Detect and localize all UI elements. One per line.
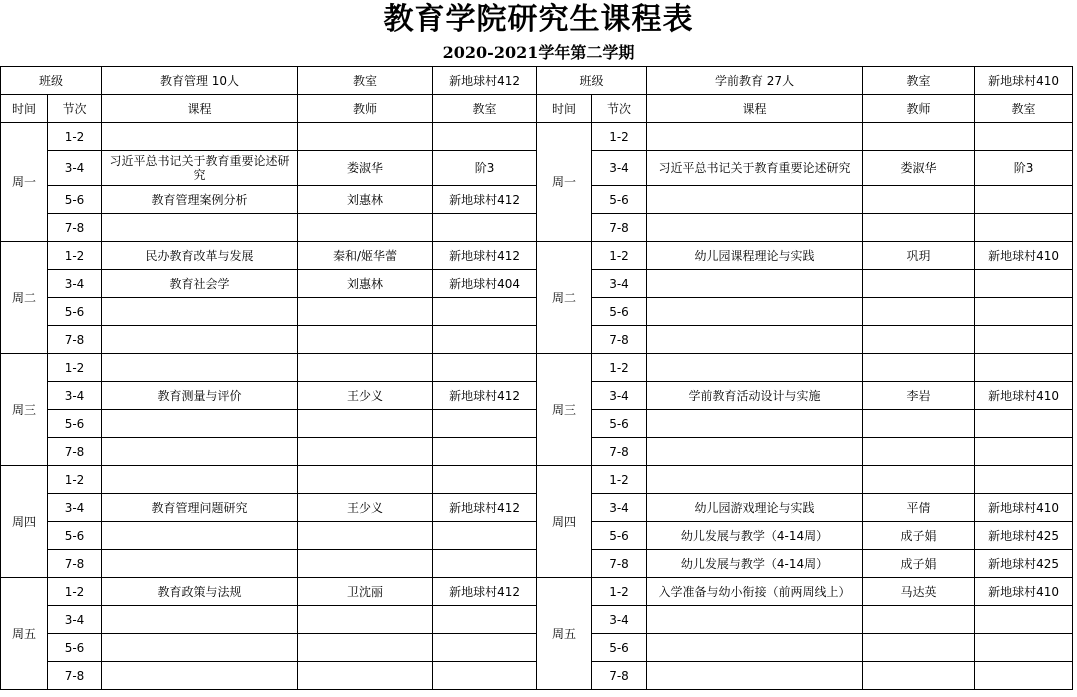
- right-teacher-cell: [863, 410, 975, 438]
- right-room-cell: [975, 298, 1073, 326]
- right-course-cell: [647, 186, 863, 214]
- right-room-cell: [975, 326, 1073, 354]
- right-course-cell: [647, 466, 863, 494]
- right-room-cell: 新地球村425: [975, 550, 1073, 578]
- left-room-cell: 新地球村404: [433, 270, 537, 298]
- right-teacher-cell: [863, 438, 975, 466]
- right-class-name: 学前教育 27人: [647, 67, 863, 95]
- day-label: 周一: [537, 123, 592, 242]
- period-cell: 7-8: [48, 662, 102, 690]
- period-cell: 5-6: [48, 634, 102, 662]
- course-schedule-table: [0, 66, 1073, 690]
- left-course-cell: [102, 410, 298, 438]
- schedule-row: [1, 242, 1073, 270]
- right-course-cell: [647, 438, 863, 466]
- day-label: 周五: [537, 578, 592, 690]
- period-cell: 7-8: [592, 550, 647, 578]
- right-course-cell: [647, 123, 863, 151]
- col-room: 教室: [975, 95, 1073, 123]
- right-course-cell: [647, 606, 863, 634]
- period-cell: 5-6: [48, 410, 102, 438]
- right-course-cell: [647, 662, 863, 690]
- right-teacher-cell: [863, 186, 975, 214]
- left-room-cell: 阶3: [433, 151, 537, 186]
- left-teacher-cell: [298, 550, 433, 578]
- col-course: 课程: [647, 95, 863, 123]
- right-teacher-cell: 成子娟: [863, 550, 975, 578]
- right-room-cell: [975, 606, 1073, 634]
- left-room-cell: 新地球村412: [433, 186, 537, 214]
- day-label: 周四: [537, 466, 592, 578]
- right-teacher-cell: [863, 466, 975, 494]
- right-teacher-cell: 马达英: [863, 578, 975, 606]
- left-teacher-cell: 刘惠林: [298, 270, 433, 298]
- col-time: 时间: [1, 95, 48, 123]
- right-teacher-cell: [863, 214, 975, 242]
- right-room-cell: [975, 438, 1073, 466]
- left-room-cell: 新地球村412: [433, 578, 537, 606]
- left-course-cell: 习近平总书记关于教育重要论述研究: [102, 151, 298, 186]
- left-course-cell: 教育管理案例分析: [102, 186, 298, 214]
- right-teacher-cell: 成子娟: [863, 522, 975, 550]
- right-course-cell: 学前教育活动设计与实施: [647, 382, 863, 410]
- right-room-cell: 新地球村410: [975, 382, 1073, 410]
- period-cell: 7-8: [592, 662, 647, 690]
- right-course-cell: 幼儿发展与教学（4-14周）: [647, 550, 863, 578]
- day-label: 周五: [1, 578, 48, 690]
- left-room-cell: 新地球村412: [433, 382, 537, 410]
- left-room-cell: [433, 466, 537, 494]
- left-room-cell: [433, 214, 537, 242]
- period-cell: 3-4: [48, 494, 102, 522]
- left-room-cell: [433, 410, 537, 438]
- right-teacher-cell: [863, 123, 975, 151]
- schedule-row: [1, 123, 1073, 151]
- schedule-row: [1, 354, 1073, 382]
- class-label: 班级: [1, 67, 102, 95]
- day-label: 周三: [1, 354, 48, 466]
- period-cell: 3-4: [592, 270, 647, 298]
- right-course-cell: 入学准备与幼小衔接（前两周线上）: [647, 578, 863, 606]
- period-cell: 1-2: [48, 466, 102, 494]
- left-teacher-cell: 卫沈丽: [298, 578, 433, 606]
- right-teacher-cell: 李岩: [863, 382, 975, 410]
- right-room-cell: 新地球村410: [975, 578, 1073, 606]
- period-cell: 3-4: [592, 382, 647, 410]
- day-label: 周二: [1, 242, 48, 354]
- left-teacher-cell: [298, 410, 433, 438]
- right-room-cell: [975, 634, 1073, 662]
- col-period: 节次: [48, 95, 102, 123]
- column-header-row: [1, 95, 1073, 123]
- right-course-cell: [647, 214, 863, 242]
- left-teacher-cell: [298, 522, 433, 550]
- right-course-cell: 幼儿发展与教学（4-14周）: [647, 522, 863, 550]
- period-cell: 7-8: [48, 438, 102, 466]
- right-class-room: 新地球村410: [975, 67, 1073, 95]
- col-time: 时间: [537, 95, 592, 123]
- left-course-cell: 教育测量与评价: [102, 382, 298, 410]
- left-room-cell: [433, 634, 537, 662]
- left-room-cell: 新地球村412: [433, 494, 537, 522]
- period-cell: 1-2: [48, 578, 102, 606]
- left-class-room: 新地球村412: [433, 67, 537, 95]
- period-cell: 7-8: [48, 214, 102, 242]
- right-course-cell: [647, 326, 863, 354]
- period-cell: 3-4: [592, 151, 647, 186]
- left-class-name: 教育管理 10人: [102, 67, 298, 95]
- left-teacher-cell: 王少义: [298, 494, 433, 522]
- period-cell: 1-2: [592, 123, 647, 151]
- period-cell: 5-6: [592, 522, 647, 550]
- right-teacher-cell: [863, 606, 975, 634]
- right-room-cell: [975, 214, 1073, 242]
- left-room-cell: 新地球村412: [433, 242, 537, 270]
- left-teacher-cell: [298, 606, 433, 634]
- schedule-title: 教育学院研究生课程表: [383, 2, 694, 37]
- schedule-row: [1, 466, 1073, 494]
- right-course-cell: [647, 298, 863, 326]
- left-course-cell: [102, 550, 298, 578]
- right-course-cell: [647, 634, 863, 662]
- left-teacher-cell: [298, 326, 433, 354]
- period-cell: 3-4: [592, 606, 647, 634]
- left-teacher-cell: [298, 466, 433, 494]
- right-teacher-cell: [863, 298, 975, 326]
- period-cell: 3-4: [48, 151, 102, 186]
- day-label: 周四: [1, 466, 48, 578]
- left-course-cell: [102, 298, 298, 326]
- day-label: 周一: [1, 123, 48, 242]
- left-room-cell: [433, 606, 537, 634]
- right-course-cell: [647, 410, 863, 438]
- right-room-cell: 新地球村410: [975, 494, 1073, 522]
- right-teacher-cell: [863, 662, 975, 690]
- period-cell: 5-6: [48, 186, 102, 214]
- right-room-cell: 阶3: [975, 151, 1073, 186]
- class-header-row: [1, 67, 1073, 95]
- left-teacher-cell: 王少义: [298, 382, 433, 410]
- period-cell: 1-2: [48, 123, 102, 151]
- day-label: 周三: [537, 354, 592, 466]
- right-course-cell: 幼儿园游戏理论与实践: [647, 494, 863, 522]
- right-room-cell: [975, 123, 1073, 151]
- period-cell: 3-4: [48, 270, 102, 298]
- period-cell: 5-6: [48, 298, 102, 326]
- left-course-cell: [102, 522, 298, 550]
- right-teacher-cell: [863, 270, 975, 298]
- period-cell: 1-2: [592, 242, 647, 270]
- period-cell: 5-6: [592, 410, 647, 438]
- right-room-cell: [975, 466, 1073, 494]
- left-room-cell: [433, 550, 537, 578]
- period-cell: 7-8: [592, 438, 647, 466]
- left-room-cell: [433, 354, 537, 382]
- period-cell: 5-6: [48, 522, 102, 550]
- right-course-cell: 幼儿园课程理论与实践: [647, 242, 863, 270]
- col-period: 节次: [592, 95, 647, 123]
- col-room: 教室: [433, 95, 537, 123]
- left-course-cell: [102, 214, 298, 242]
- left-room-cell: [433, 522, 537, 550]
- left-teacher-cell: [298, 438, 433, 466]
- right-room-cell: [975, 354, 1073, 382]
- right-teacher-cell: 巩玥: [863, 242, 975, 270]
- left-teacher-cell: [298, 662, 433, 690]
- right-room-cell: [975, 186, 1073, 214]
- left-room-cell: [433, 298, 537, 326]
- left-course-cell: [102, 662, 298, 690]
- period-cell: 5-6: [592, 298, 647, 326]
- left-teacher-cell: 秦和/姬华蕾: [298, 242, 433, 270]
- left-room-label: 教室: [298, 67, 433, 95]
- left-teacher-cell: 刘惠林: [298, 186, 433, 214]
- right-teacher-cell: [863, 326, 975, 354]
- left-teacher-cell: 娄淑华: [298, 151, 433, 186]
- right-teacher-cell: [863, 634, 975, 662]
- left-teacher-cell: [298, 214, 433, 242]
- col-teacher: 教师: [298, 95, 433, 123]
- left-teacher-cell: [298, 634, 433, 662]
- period-cell: 7-8: [48, 326, 102, 354]
- right-room-cell: [975, 662, 1073, 690]
- left-teacher-cell: [298, 298, 433, 326]
- right-room-cell: 新地球村425: [975, 522, 1073, 550]
- left-course-cell: 教育社会学: [102, 270, 298, 298]
- period-cell: 5-6: [592, 186, 647, 214]
- right-room-cell: [975, 410, 1073, 438]
- period-cell: 3-4: [48, 382, 102, 410]
- left-course-cell: [102, 326, 298, 354]
- left-course-cell: 教育政策与法规: [102, 578, 298, 606]
- right-room-label: 教室: [863, 67, 975, 95]
- period-cell: 7-8: [592, 326, 647, 354]
- left-course-cell: [102, 466, 298, 494]
- left-room-cell: [433, 438, 537, 466]
- right-teacher-cell: 平倩: [863, 494, 975, 522]
- period-cell: 1-2: [592, 354, 647, 382]
- right-room-cell: [975, 270, 1073, 298]
- period-cell: 5-6: [592, 634, 647, 662]
- period-cell: 7-8: [592, 214, 647, 242]
- period-cell: 7-8: [48, 550, 102, 578]
- right-teacher-cell: 娄淑华: [863, 151, 975, 186]
- left-course-cell: [102, 438, 298, 466]
- period-cell: 1-2: [592, 466, 647, 494]
- left-teacher-cell: [298, 354, 433, 382]
- right-course-cell: [647, 270, 863, 298]
- period-cell: 3-4: [48, 606, 102, 634]
- left-room-cell: [433, 326, 537, 354]
- class-label: 班级: [537, 67, 647, 95]
- left-teacher-cell: [298, 123, 433, 151]
- day-label: 周二: [537, 242, 592, 354]
- right-teacher-cell: [863, 354, 975, 382]
- period-cell: 1-2: [48, 354, 102, 382]
- left-room-cell: [433, 662, 537, 690]
- right-course-cell: 习近平总书记关于教育重要论述研究: [647, 151, 863, 186]
- left-course-cell: 教育管理问题研究: [102, 494, 298, 522]
- left-course-cell: [102, 634, 298, 662]
- period-cell: 3-4: [592, 494, 647, 522]
- period-cell: 1-2: [592, 578, 647, 606]
- col-teacher: 教师: [863, 95, 975, 123]
- right-room-cell: 新地球村410: [975, 242, 1073, 270]
- schedule-subtitle: 2020-2021学年第二学期: [442, 43, 635, 62]
- right-course-cell: [647, 354, 863, 382]
- left-course-cell: 民办教育改革与发展: [102, 242, 298, 270]
- period-cell: 1-2: [48, 242, 102, 270]
- left-room-cell: [433, 123, 537, 151]
- col-course: 课程: [102, 95, 298, 123]
- left-course-cell: [102, 606, 298, 634]
- left-course-cell: [102, 123, 298, 151]
- schedule-row: [1, 578, 1073, 606]
- left-course-cell: [102, 354, 298, 382]
